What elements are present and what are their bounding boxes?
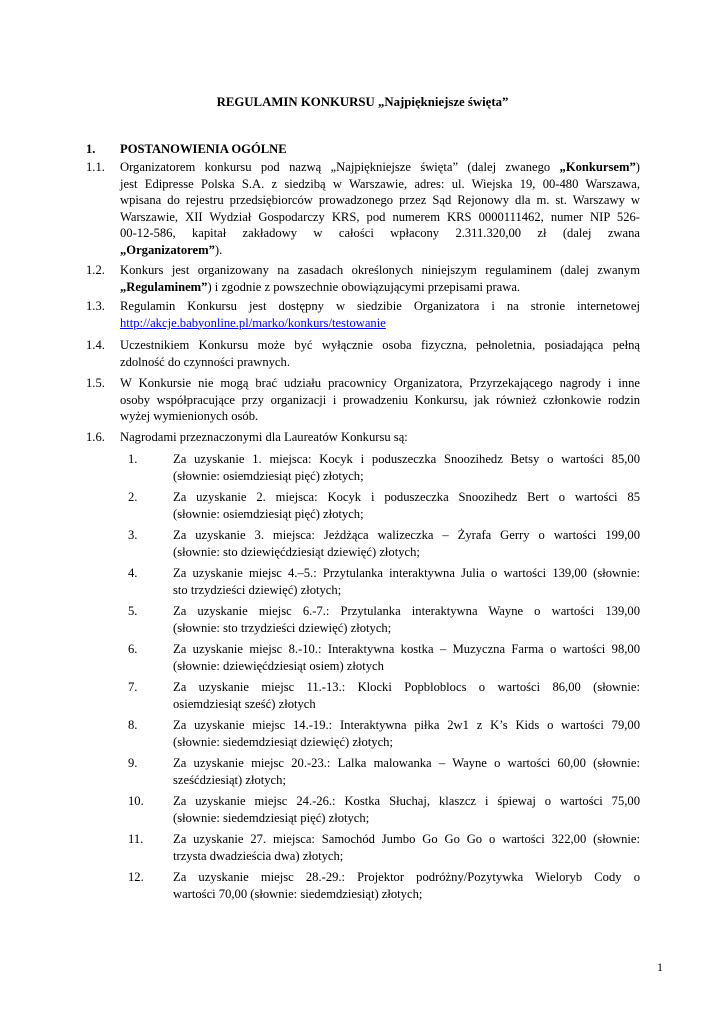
- paragraph-1-4: [86, 337, 640, 370]
- prize-number: 8.: [128, 718, 138, 732]
- prize-number: 7.: [128, 680, 138, 694]
- prize-item: [128, 641, 640, 674]
- paragraph-line: wpisana do rejestru przedsiębiorców prowadzonego przez Sąd Rejonowy dla m. st. Warszawy w: [120, 193, 640, 208]
- paragraph-1-3: [86, 298, 640, 331]
- prize-item: [128, 755, 640, 788]
- prize-text: [173, 717, 640, 750]
- prize-text: [173, 527, 640, 560]
- prize-number: 2.: [128, 490, 138, 504]
- prize-text: [173, 793, 640, 826]
- paragraph-text: [120, 429, 640, 446]
- paragraph-number: 1.3.: [86, 299, 105, 313]
- prize-text: [173, 831, 640, 864]
- prize-line: Za uzyskanie miejsc 6.-7.: Przytulanka interaktywna Wayne o wartości 139,00: [173, 604, 640, 618]
- prize-line: Za uzyskanie miejsc 4.–5.: Przytulanka interaktywna Julia o wartości 139,00 (słownie:: [173, 566, 640, 580]
- paragraph-line: Konkurs jest organizowany na zasadach określonych niniejszym regulaminem (dalej zwanym: [120, 263, 640, 277]
- text-run: ).: [214, 242, 223, 257]
- paragraph-text: [120, 159, 640, 259]
- prize-item: [128, 603, 640, 636]
- prize-number: 4.: [128, 566, 138, 580]
- paragraph-number: 1.6.: [86, 430, 105, 444]
- prize-line: sto trzydzieści dziewięć) złotych;: [173, 582, 342, 597]
- prize-line: wartości 70,00 (słownie: siedemdziesiąt) złotych;: [173, 886, 423, 901]
- regulations-link[interactable]: http://akcje.babyonline.pl/marko/konkurs/testowanie: [120, 315, 386, 330]
- paragraph-line: [120, 159, 640, 176]
- document-title: REGULAMIN KONKURSU „Najpiękniejsze święta”: [216, 95, 509, 109]
- page-number: 1: [657, 960, 663, 974]
- prize-text: [173, 755, 640, 788]
- prize-number: 5.: [128, 604, 138, 618]
- paragraph-line: jest Edipresse Polska S.A. z siedzibą w Warszawie, adres: ul. Wiejska 19, 00-480 Warszawa,: [120, 176, 640, 191]
- prize-text: [173, 869, 640, 902]
- section-heading: [86, 141, 287, 158]
- paragraph-line: [120, 242, 640, 259]
- prize-line: (słownie: siedemdziesiąt pięć) złotych;: [173, 810, 370, 825]
- prize-number: 9.: [128, 756, 138, 770]
- paragraph-line: osoby współpracujące przy organizacji i prowadzeniu Konkursu, jak również członkowie rodzin: [120, 392, 640, 407]
- text-run: Organizatorem konkursu pod nazwą „Najpiękniejsze święta” (dalej zwanego: [120, 160, 560, 174]
- prize-line: (słownie: dziewięćdziesiąt osiem) złotych: [173, 658, 384, 673]
- prize-number: 1.: [128, 452, 138, 466]
- prize-item: [128, 869, 640, 902]
- prize-line: Za uzyskanie miejsc 11.-13.: Klocki Popbloblocs o wartości 86,00 (słownie:: [173, 680, 640, 694]
- defined-term: „Organizatorem”: [120, 242, 215, 257]
- paragraph-text: [120, 298, 640, 331]
- prize-item: [128, 451, 640, 484]
- prize-number: 6.: [128, 642, 138, 656]
- prize-item: [128, 489, 640, 522]
- prize-item: [128, 831, 640, 864]
- paragraph-number: 1.4.: [86, 338, 105, 352]
- paragraph-text: [120, 375, 640, 425]
- prize-line: (słownie: sto trzydzieści dziewięć) złotych;: [173, 620, 392, 635]
- prize-text: [173, 641, 640, 674]
- prize-line: Za uzyskanie miejsc 8.-10.: Interaktywna kostka – Muzyczna Farma o wartości 98,00: [173, 642, 640, 656]
- paragraph-number: 1.5.: [86, 376, 105, 390]
- section-title: POSTANOWIENIA OGÓLNE: [120, 142, 287, 156]
- section-number: 1.: [86, 142, 96, 156]
- paragraph-line: Nagrodami przeznaczonymi dla Laureatów Konkursu są:: [120, 430, 408, 444]
- paragraph-number: 1.1.: [86, 160, 105, 174]
- prize-line: Za uzyskanie 1. miejsca: Kocyk i poduszeczka Snoozihedz Betsy o wartości 85,00: [173, 452, 640, 466]
- paragraph-text: [120, 337, 640, 370]
- prize-line: (słownie: osiemdziesiąt pięć) złotych;: [173, 468, 364, 483]
- prize-line: Za uzyskanie miejsc 20.-23.: Lalka malowanka – Wayne o wartości 60,00 (słownie:: [173, 756, 640, 770]
- prize-item: [128, 717, 640, 750]
- prize-line: (słownie: siedemdziesiąt dziewięć) złotych;: [173, 734, 393, 749]
- prize-number: 11.: [128, 832, 144, 846]
- prize-number: 10.: [128, 794, 144, 808]
- text-run: ): [635, 160, 640, 174]
- prize-text: [173, 489, 640, 522]
- prize-line: sześćdziesiąt) złotych;: [173, 772, 286, 787]
- prize-item: [128, 527, 640, 560]
- prize-text: [173, 603, 640, 636]
- prize-line: Za uzyskanie miejsc 14.-19.: Interaktywna piłka 2w1 z K’s Kids o wartości 79,00: [173, 718, 640, 732]
- prize-line: Za uzyskanie miejsc 24.-26.: Kostka Słuchaj, klaszcz i śpiewaj o wartości 75,00: [173, 794, 640, 808]
- paragraph-line: Warszawie, XII Wydział Gospodarczy KRS, pod numerem KRS 0000111462, numer NIP 526-: [120, 209, 640, 224]
- prize-line: (słownie: sto dziewięćdziesiąt dziewięć) złotych;: [173, 544, 420, 559]
- paragraph-1-6: [86, 429, 640, 446]
- paragraph-line: zdolność do czynności prawnych.: [120, 354, 290, 369]
- prize-line: Za uzyskanie 2. miejsca: Kocyk i poduszeczka Snoozihedz Bert o wartości 85: [173, 490, 640, 504]
- prize-line: Za uzyskanie miejsc 28.-29.: Projektor podróżny/Pozytywka Wieloryb Cody o: [173, 870, 640, 884]
- paragraph-line: wyżej wymienionych osób.: [120, 409, 259, 424]
- paragraph-number: 1.2.: [86, 263, 105, 277]
- prize-item: [128, 565, 640, 598]
- paragraph-line: Uczestnikiem Konkursu może być wyłącznie osoba fizyczna, pełnoletnia, posiadająca pełną: [120, 338, 640, 352]
- text-run: ) i zgodnie z powszechnie obowiązującymi przepisami prawa.: [207, 279, 521, 294]
- defined-term: „Konkursem”: [559, 160, 636, 174]
- prize-text: [173, 679, 640, 712]
- prize-number: 3.: [128, 528, 138, 542]
- paragraph-1-2: [86, 262, 640, 295]
- prize-text: [173, 451, 640, 484]
- paragraph-line: [120, 279, 640, 296]
- paragraph-line: Regulamin Konkursu jest dostępny w siedzibie Organizatora i na stronie internetowej: [120, 299, 640, 313]
- prize-number: 12.: [128, 870, 144, 884]
- prize-line: Za uzyskanie 27. miejsca: Samochód Jumbo Go Go Go o wartości 322,00 (słownie:: [173, 832, 640, 846]
- paragraph-1-5: [86, 375, 640, 425]
- prize-item: [128, 793, 640, 826]
- paragraph-line: [120, 315, 640, 332]
- paragraph-line: W Konkursie nie mogą brać udziału pracownicy Organizatora, Przyrzekającego nagrody i inne: [120, 376, 640, 390]
- prize-line: Za uzyskanie 3. miejsca: Jeżdżąca walizeczka – Żyrafa Gerry o wartości 199,00: [173, 528, 640, 542]
- paragraph-text: [120, 262, 640, 295]
- prize-line: (słownie: osiemdziesiąt pięć) złotych;: [173, 506, 364, 521]
- prize-line: trzysta dwadzieścia dwa) złotych;: [173, 848, 344, 863]
- prize-line: osiemdziesiąt sześć) złotych: [173, 696, 316, 711]
- paragraph-line: 00-12-586, kapitał zakładowy w całości wpłacony 2.311.320,00 zł (dalej zwana: [120, 226, 640, 241]
- paragraph-1-1: [86, 159, 640, 259]
- prize-text: [173, 565, 640, 598]
- prize-item: [128, 679, 640, 712]
- defined-term: „Regulaminem”: [120, 279, 208, 294]
